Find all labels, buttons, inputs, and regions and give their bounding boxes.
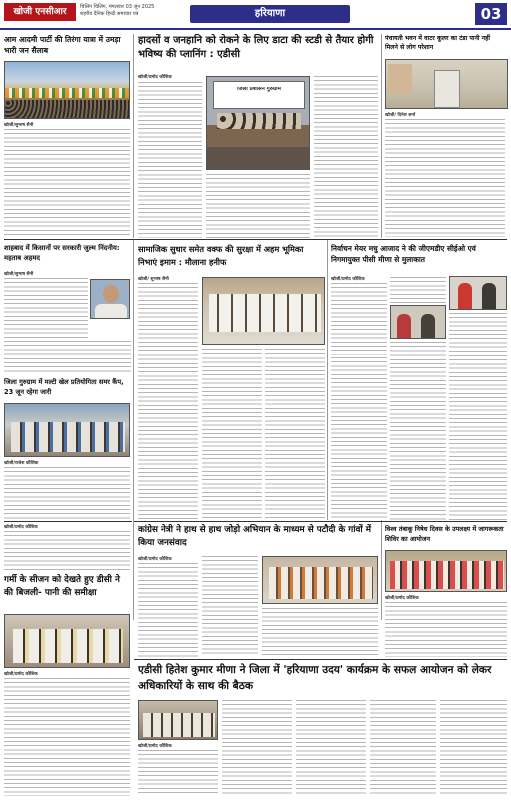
section-divider (4, 521, 132, 522)
article-headline: हादसों व जनहानि को रोकने के लिए डाटा की स्टडी से तैयार होगी भविष्य की प्लानिंग : एडीसी (138, 35, 374, 60)
column-divider (381, 520, 382, 620)
article-body (138, 283, 198, 520)
section-divider (134, 521, 507, 522)
article-byline: खोजी/प्रमोद कौशिक (385, 596, 419, 601)
section-divider (4, 239, 507, 240)
masthead (0, 0, 511, 30)
water-cooler-photo (385, 59, 508, 109)
portrait-photo (90, 279, 130, 319)
article-byline: खोजी/प्रमोद कौशिक (4, 525, 38, 530)
article-headline: जिला गुरुग्राम में मल्टी खेल प्रतियोगिता समर कैंप, 23 जून रहेगा जारी (4, 378, 124, 396)
column-divider (133, 240, 134, 520)
article-byline: खोजी/ सुभाष सैनी (138, 277, 169, 282)
article-body (331, 357, 387, 520)
article-body (449, 313, 507, 520)
article-body (138, 750, 218, 796)
article-byline: खोजी/सुभाष सैनी (4, 272, 34, 277)
column-divider (133, 34, 134, 238)
article-body (138, 82, 202, 238)
article-byline: खोजी/प्रमोद कौशिक (4, 672, 38, 677)
article-headline: आम आदमी पार्टी की तिरंगा यात्रा में उमड़ा भारी जन सैलाब (4, 35, 121, 55)
article-byline: खोजी/सुभाष सैनी (4, 123, 34, 128)
congress-photo (262, 556, 378, 604)
section-divider (134, 659, 507, 660)
article-headline: निर्वाचन मेयर मधु आजाद ने की जीएमडीए सीईओ एवं निगमायुक्त पीसी मीणा से मुलाकात (331, 244, 476, 264)
article-headline: एडीसी हितेश कुमार मीणा ने जिला में 'हरियाणा उदय' कार्यक्रम के सफल आयोजन को लेकर अधिकारियों के साथ की बैठक (138, 664, 492, 692)
article-byline: खोजी/ दिनेश शर्मा (385, 113, 416, 118)
adc-meeting-photo (138, 700, 218, 740)
article-body (202, 556, 258, 657)
article-byline: खोजी/प्रमोद कौशिक (138, 75, 172, 80)
article-headline: पंचायती भवन में वाटर कूलर का टंडा पानी नहीं मिलने से लोग परेशान (385, 35, 490, 51)
article-body (265, 349, 325, 520)
article-body (4, 678, 130, 796)
article-body (262, 608, 378, 657)
column-divider (133, 520, 134, 620)
article-headline: सामाजिक सुधार समेत वक्फ की सुरक्षा में अहम भूमिका निभाएं इमाम : मौलाना हनीफ (138, 244, 304, 267)
article-body (390, 342, 446, 520)
article-headline: विश्व तंबाकू निषेध दिवस के उपलक्ष्य में जागरूकता शिविर का आयोजन (385, 525, 504, 543)
article-body (440, 700, 507, 796)
article-body (296, 700, 366, 796)
article-body (202, 349, 262, 520)
article-body (4, 341, 131, 373)
section-title: हरियाणा (190, 5, 350, 23)
article-headline: शाहबाद में किसानों पर सरकारी जुल्म निंदनीय: महताब अहमद (4, 244, 120, 262)
article-headline: कांग्रेस नेत्री ने हाथ से हाथ जोड़ो अभियान के माध्यम से पटौदी के गांवों में किया जनसंवाद (138, 525, 372, 548)
rally-photo (4, 61, 130, 119)
sports-camp-photo (4, 403, 130, 457)
column-divider (381, 34, 382, 238)
article-body (222, 700, 292, 796)
meeting-photo (206, 76, 310, 170)
article-body (390, 277, 446, 303)
article-body (4, 531, 130, 571)
column-divider (327, 240, 328, 520)
article-byline: खोजी/प्रमोद कौशिक (331, 277, 365, 282)
article-body (385, 119, 505, 237)
tobacco-camp-photo (385, 550, 507, 592)
mayor-photo (449, 276, 507, 310)
article-byline: खोजी/प्रमोद कौशिक (138, 557, 172, 562)
article-body (331, 283, 387, 355)
paper-logo: खोजी एनसीआर (4, 3, 76, 21)
masthead-tagline: शहरीय दैनिक हिन्दी समाचार पत्र (80, 11, 139, 17)
mayor-photo (390, 305, 446, 339)
article-body (4, 129, 130, 237)
article-body (314, 76, 378, 238)
article-byline: खोजी/राजेश कौशिक (4, 461, 39, 466)
article-headline: गर्मी के सीजन को देखते हुए डीसी ने की बिजली- पानी की समीक्षा (4, 575, 120, 598)
banner-text: जिला प्रशासन गुरुग्राम (237, 87, 281, 92)
article-body (370, 700, 436, 796)
dc-review-photo (4, 614, 130, 668)
article-body (206, 174, 310, 238)
page-number: 03 (475, 3, 507, 25)
article-body (4, 278, 88, 340)
article-body (4, 467, 130, 519)
article-byline: खोजी/प्रमोद कौशिक (138, 744, 172, 749)
masthead-date: चिलिंग चिलिंग, मंगलवार 03 जून 2025 (80, 4, 155, 10)
article-body (138, 563, 198, 657)
imam-meeting-photo (202, 277, 325, 345)
article-body (385, 602, 507, 657)
